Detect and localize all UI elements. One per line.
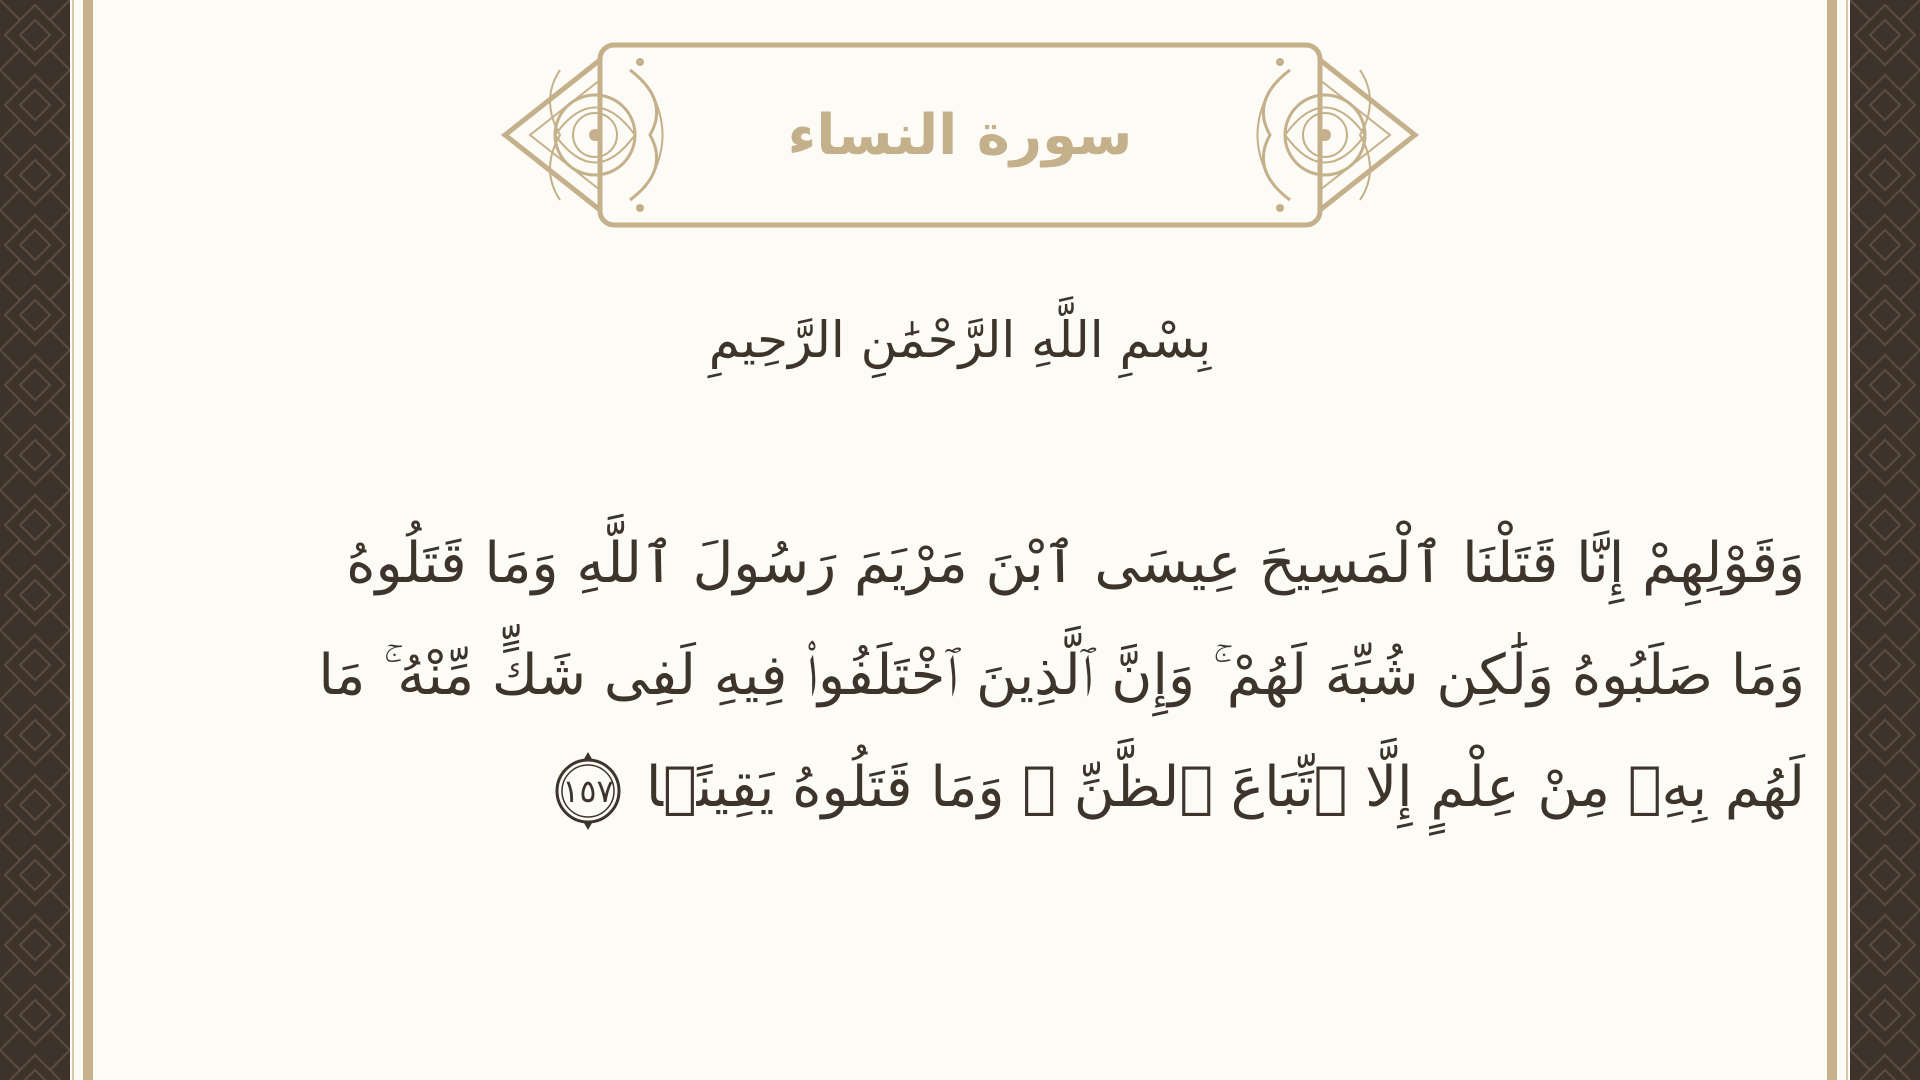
ayah-line-3-text: لَهُم بِهِۦ مِنْ عِلْمٍ إِلَّا ٱتِّبَاعَ ٱلظَّنِّ ۚ وَمَا قَتَلُوهُ يَقِينًۢا [645,755,1805,820]
geometric-pattern-icon [1850,0,1920,1080]
right-gold-rule [1827,0,1837,1080]
ayah-line-2: وَمَا صَلَبُوهُ وَلَٰكِن شُبِّهَ لَهُمْ ۚ وَإِنَّ ٱلَّذِينَ ٱخْتَلَفُوا۟ فِيهِ لَفِى شَكٍّ مِّنْهُ ۚ مَا [318,643,1805,708]
left-gold-rule [83,0,93,1080]
left-thin-line [72,0,74,1080]
surah-header [500,40,1420,230]
right-ornament-border [1850,0,1920,1080]
ayah-line-1: وَقَوْلِهِمْ إِنَّا قَتَلْنَا ٱلْمَسِيحَ عِيسَى ٱبْنَ مَرْيَمَ رَسُولَ ٱللَّهِ وَمَا قَتَلُوهُ [346,531,1805,596]
ayah-end-marker [548,751,628,831]
left-ornament-border [0,0,70,1080]
ayah-number: ١٥٧ [562,771,614,810]
surah-title: سورة النساء [787,102,1133,168]
basmala: بِسْمِ اللَّهِ الرَّحْمَٰنِ الرَّحِيمِ [708,311,1212,369]
ayah-line-3 [200,732,1805,844]
right-thin-line [1846,0,1848,1080]
ayah-text [200,508,1805,844]
geometric-pattern-icon [0,0,70,1080]
